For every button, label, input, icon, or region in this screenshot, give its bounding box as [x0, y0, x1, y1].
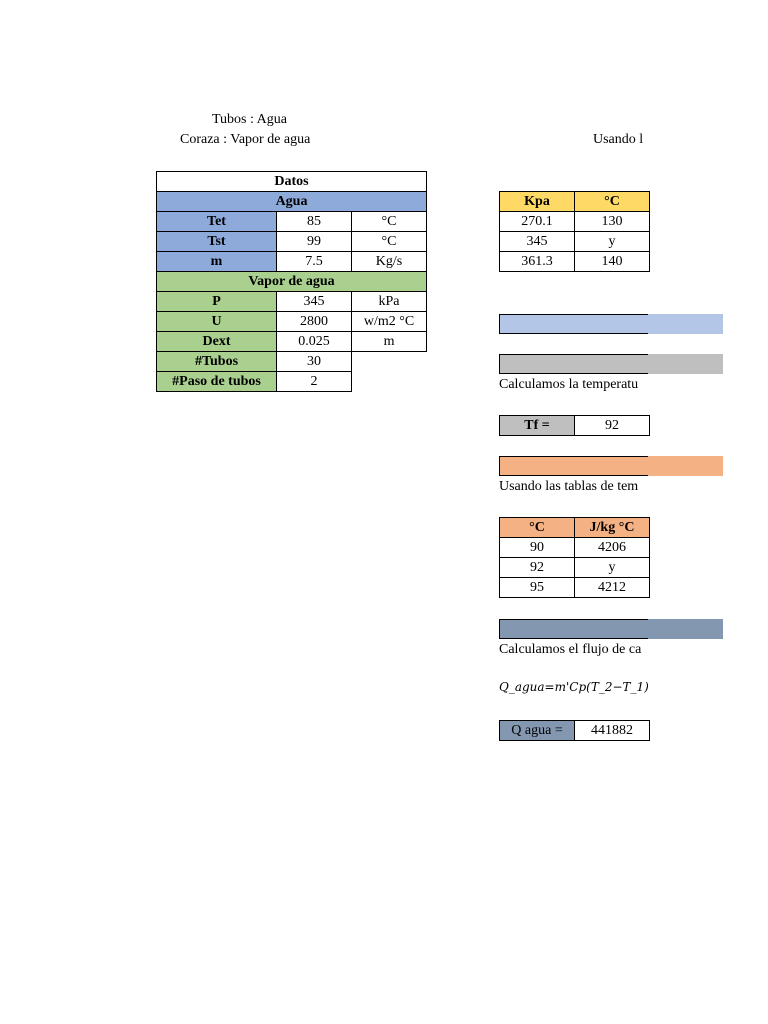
tf-result [499, 415, 650, 436]
param-value: 2 [277, 372, 352, 392]
table-row [500, 252, 650, 272]
pressure-table [499, 191, 650, 272]
col-header: J/kg °C [575, 518, 650, 538]
tf-description: Calculamos la temperatu [499, 377, 639, 392]
section-bar-orange-ext [648, 456, 723, 476]
section-bar-orange [499, 456, 648, 476]
table-row [500, 578, 650, 598]
table-row [500, 212, 650, 232]
cell: 95 [500, 578, 575, 598]
table-row [157, 232, 427, 252]
table-row [157, 252, 427, 272]
coraza-label: Coraza : Vapor de agua [180, 132, 311, 147]
cell: y [575, 558, 650, 578]
col-header: Kpa [500, 192, 575, 212]
q-label: Q agua = [500, 721, 575, 741]
param-unit: m [352, 332, 427, 352]
section-bar-grey-ext [648, 354, 723, 374]
cp-description: Usando las tablas de tem [499, 479, 639, 494]
tubos-label: Tubos : Agua [212, 112, 287, 127]
param-label: Dext [157, 332, 277, 352]
q-result [499, 720, 650, 741]
datos-table [156, 171, 427, 392]
table-row [157, 332, 427, 352]
section-bar-slate [499, 619, 648, 639]
q-formula: Q_agua=m'Cp(T_2−T_1) [499, 680, 649, 694]
param-label: m [157, 252, 277, 272]
table-row [500, 558, 650, 578]
param-value: 85 [277, 212, 352, 232]
empty-cell [352, 352, 427, 372]
param-label: #Tubos [157, 352, 277, 372]
empty-cell [352, 372, 427, 392]
param-label: Tet [157, 212, 277, 232]
param-value: 345 [277, 292, 352, 312]
table-row [500, 538, 650, 558]
q-value: 441882 [575, 721, 650, 741]
section-bar-blue-ext [648, 314, 723, 334]
datos-title: Datos [157, 172, 427, 192]
section-bar-grey [499, 354, 648, 374]
q-description: Calculamos el flujo de ca [499, 642, 642, 657]
cell: 270.1 [500, 212, 575, 232]
param-label: Tst [157, 232, 277, 252]
cell: 130 [575, 212, 650, 232]
table-row [157, 292, 427, 312]
cell: 361.3 [500, 252, 575, 272]
table-row [157, 372, 427, 392]
cell: 4206 [575, 538, 650, 558]
param-unit: Kg/s [352, 252, 427, 272]
param-label: #Paso de tubos [157, 372, 277, 392]
section-bar-slate-ext [648, 619, 723, 639]
usando-label: Usando l [593, 132, 644, 147]
param-label: P [157, 292, 277, 312]
param-unit: w/m2 °C [352, 312, 427, 332]
table-row [500, 232, 650, 252]
cell: 140 [575, 252, 650, 272]
param-unit: °C [352, 212, 427, 232]
table-row [157, 312, 427, 332]
param-unit: °C [352, 232, 427, 252]
param-unit: kPa [352, 292, 427, 312]
cell: 90 [500, 538, 575, 558]
col-header: °C [575, 192, 650, 212]
cell: y [575, 232, 650, 252]
param-value: 2800 [277, 312, 352, 332]
section-bar-blue [499, 314, 648, 334]
cell: 4212 [575, 578, 650, 598]
agua-title: Agua [157, 192, 427, 212]
table-row [157, 352, 427, 372]
vapor-title: Vapor de agua [157, 272, 427, 292]
cell: 92 [500, 558, 575, 578]
param-value: 7.5 [277, 252, 352, 272]
param-value: 30 [277, 352, 352, 372]
col-header: °C [500, 518, 575, 538]
tf-value: 92 [575, 416, 650, 436]
table-row [157, 212, 427, 232]
param-value: 99 [277, 232, 352, 252]
cell: 345 [500, 232, 575, 252]
cp-table [499, 517, 650, 598]
param-value: 0.025 [277, 332, 352, 352]
tf-label: Tf = [500, 416, 575, 436]
param-label: U [157, 312, 277, 332]
